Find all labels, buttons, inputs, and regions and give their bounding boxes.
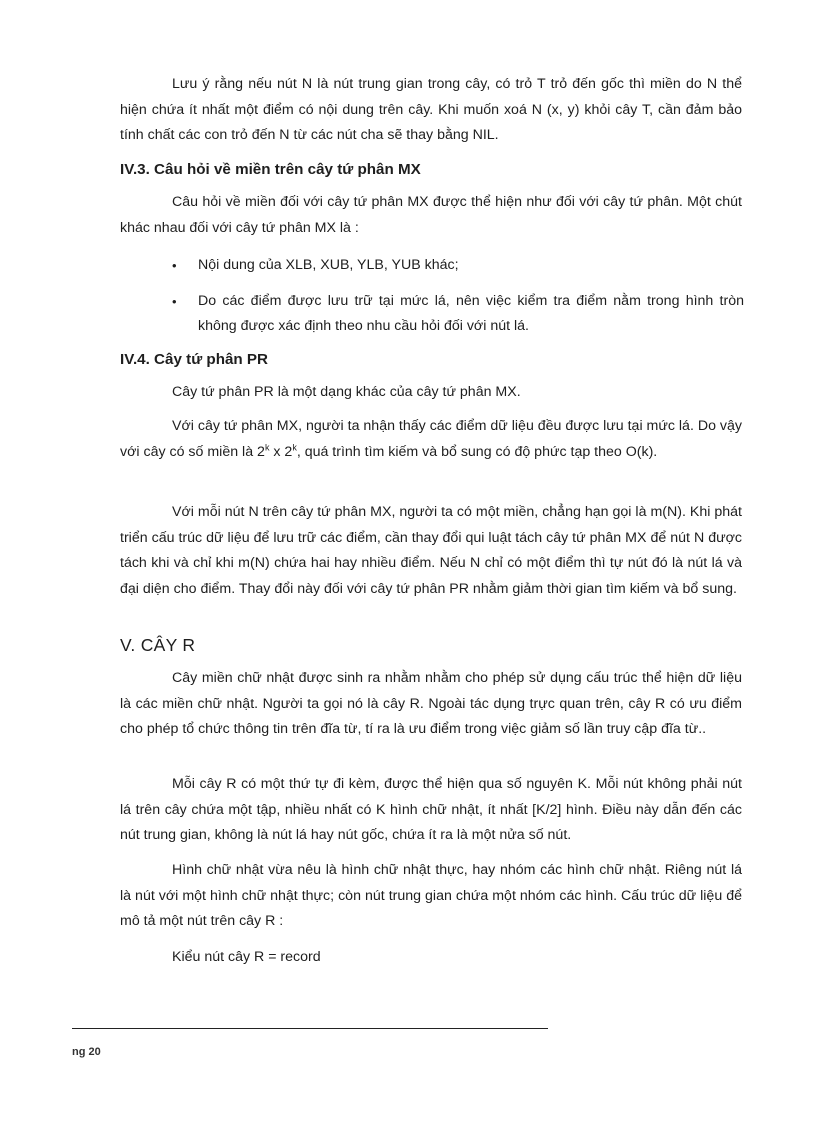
heading-v: V. CÂY R [120, 635, 196, 655]
intro-paragraph: Lưu ý rằng nếu nút N là nút trung gian trong cây, có trỏ T trỏ đến gốc thì miền do N thể hiện chứa ít nhất một điểm có nội dung trên cây. Khi muốn xoá N (x, y) khỏi cây T, cần đảm bảo tính chất các con trỏ đến N từ các nút cha sẽ thay bằng NIL. [120, 76, 742, 143]
page-number: ng 20 [72, 1046, 101, 1058]
v-paragraph-2: Mỗi cây R có một thứ tự đi kèm, được thể hiện qua số nguyên K. Mỗi nút không phải nút lá trên cây chứa một tập, nhiều nhất có K hình chữ nhật, ít nhất [K/2] hình. Điều này dẫn đến các nút trung gian, không là nút lá hay nút gốc, chứa ít ra là một nửa số nút. [120, 776, 742, 843]
bullet-icon: • [172, 258, 177, 273]
list-item [172, 289, 744, 340]
iv4-paragraph-1: Cây tứ phân PR là một dạng khác của cây tứ phân MX. [172, 384, 521, 400]
v-paragraph-1: Cây miền chữ nhật được sinh ra nhằm nhằm cho phép sử dụng cấu trúc thể hiện dữ liệu là các miền chữ nhật. Người ta gọi nó là cây R. Ngoài tác dụng trực quan trên, cây R có ưu điểm cho phép tổ chức thông tin trên đĩa từ, tí ra là ưu điểm trong việc giảm số lần truy cập đĩa từ.. [120, 670, 742, 737]
v-paragraph-4: Kiểu nút cây R = record [172, 949, 321, 965]
list-item [172, 253, 744, 279]
heading-iv3: IV.3. Câu hỏi về miền trên cây tứ phân MX [120, 161, 421, 178]
iv4-paragraph-2: Với cây tứ phân MX, người ta nhận thấy các điểm dữ liệu đều được lưu tại mức lá. Do vậy với cây có số miền là 2$^k$ x 2$^k$, quá trình tìm kiếm và bổ sung có độ phức tạp theo O(k). [120, 418, 742, 460]
iv3-bullet-list [172, 253, 744, 350]
footer-divider [72, 1028, 548, 1029]
bullet-text: Do các điểm được lưu trữ tại mức lá, nên việc kiểm tra điểm nằm trong hình tròn không được xác định theo nhu cầu hỏi đối với nút lá. [198, 292, 744, 334]
iv3-paragraph: Câu hỏi về miền đối với cây tứ phân MX được thể hiện như đối với cây tứ phân. Một chút khác nhau đối với cây tứ phân MX là : [120, 194, 742, 236]
bullet-text: Nội dung của XLB, XUB, YLB, YUB khác; [198, 257, 459, 273]
bullet-icon: • [172, 293, 177, 309]
iv4-paragraph-3: Với mỗi nút N trên cây tứ phân MX, người ta có một miền, chẳng hạn gọi là m(N). Khi phát triển cấu trúc dữ liệu để lưu trữ các điểm, cần thay đổi qui luật tách cây tứ phân MX để nút N được tách khi và chỉ khi m(N) chứa hai hay nhiều điểm. Nếu N chỉ có một điểm thì tự nút đó là nút lá và đại diện cho điểm. Thay đổi này đối với cây tứ phân PR nhằm giảm thời gian tìm kiếm và bổ sung. [120, 504, 742, 597]
heading-iv4: IV.4. Cây tứ phân PR [120, 351, 269, 368]
v-paragraph-3: Hình chữ nhật vừa nêu là hình chữ nhật thực, hay nhóm các hình chữ nhật. Riêng nút lá là nút với một hình chữ nhật thực; còn nút trung gian chứa một nhóm các hình. Cấu trúc dữ liệu để mô tả một nút trên cây R : [120, 862, 742, 929]
